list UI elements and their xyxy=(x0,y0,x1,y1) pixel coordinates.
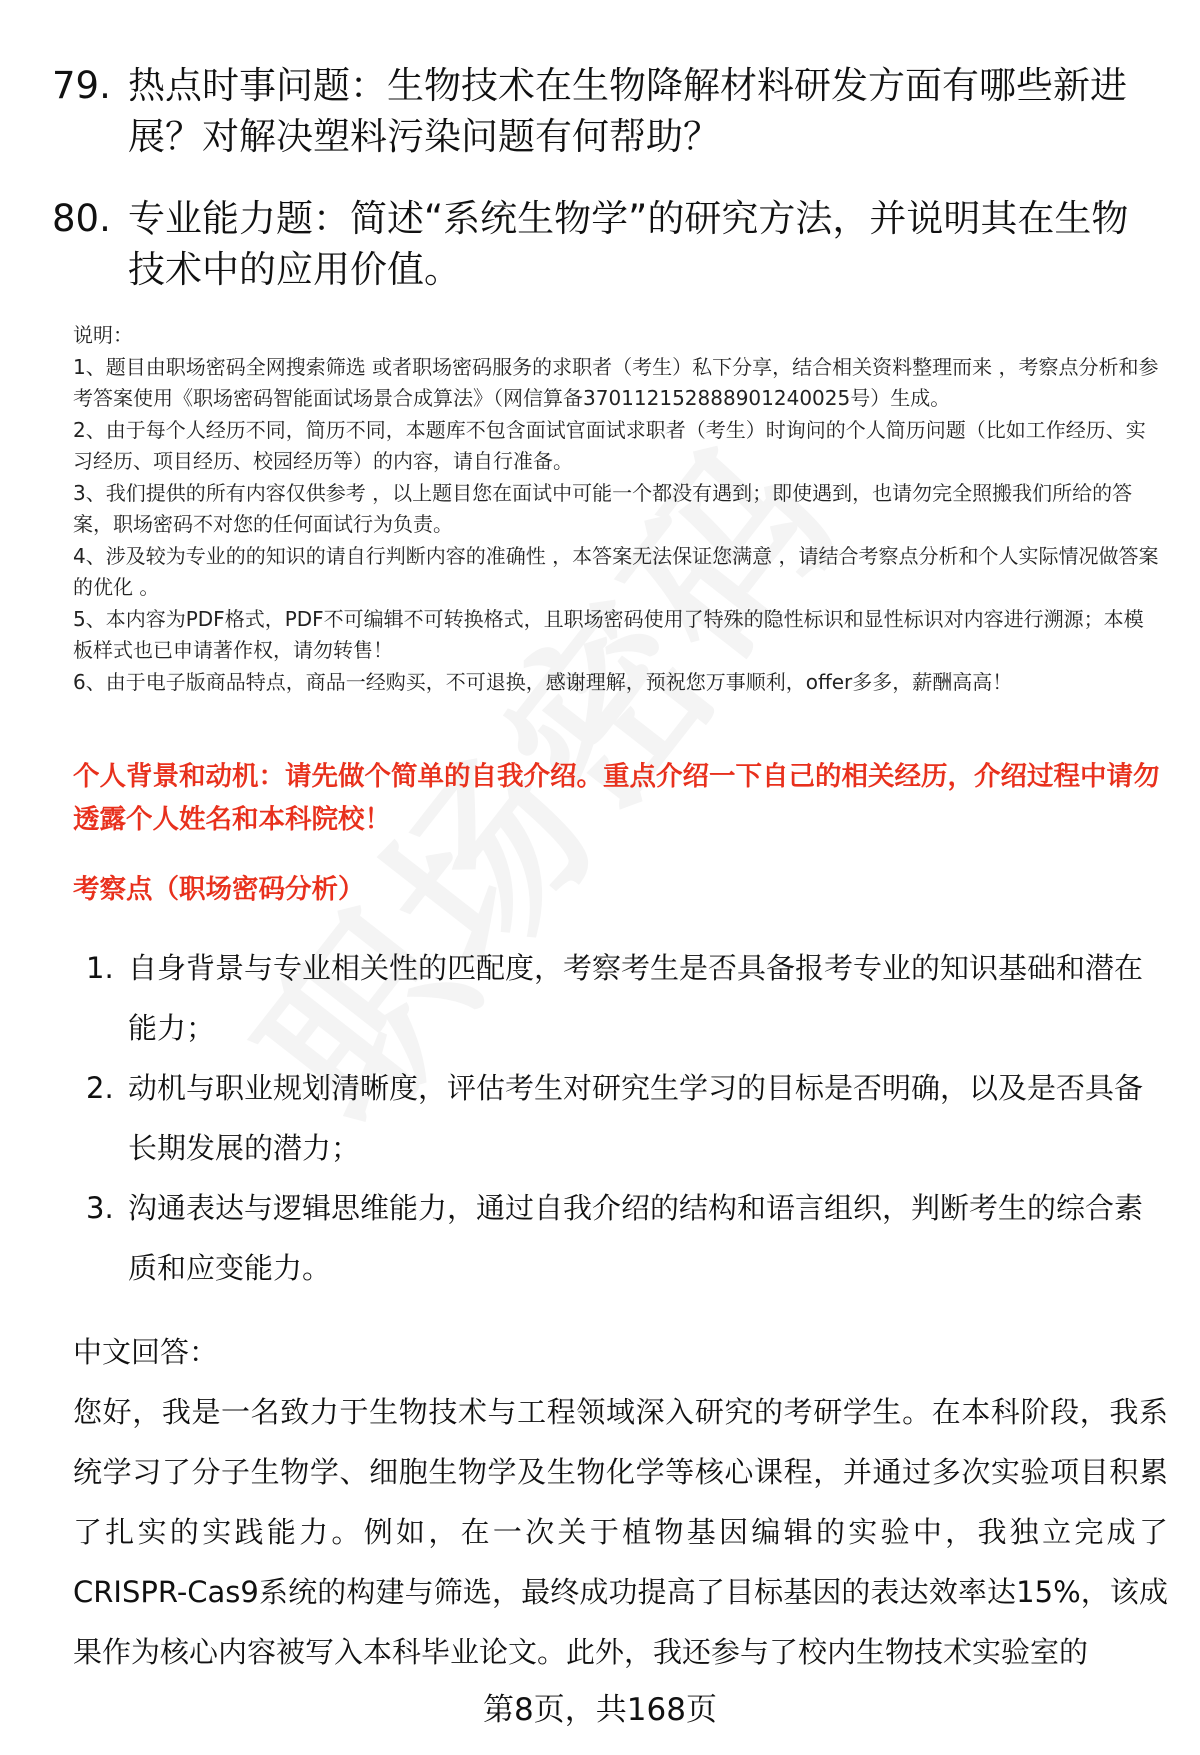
notes-title: 说明： xyxy=(73,323,133,347)
note-item: 1、题目由职场密码全网搜索筛选 或者职场密码服务的求职者（考生）私下分享，结合相关资料整理而来 ，考察点分析和参考答案使用《职场密码智能面试场景合成算法》（网信算备370112152888901240025号）生成。 xyxy=(73,354,1159,410)
list-item-number: 3. xyxy=(86,1191,114,1225)
list-item xyxy=(80,1058,1170,1178)
list-item-number: 1. xyxy=(86,951,114,985)
question-number: 79. xyxy=(52,64,111,107)
question-80 xyxy=(52,193,1162,295)
list-item-text: 动机与职业规划清晰度，评估考生对研究生学习的目标是否明确，以及是否具备长期发展的潜力； xyxy=(128,1071,1144,1165)
personal-question-heading: 个人背景和动机：请先做个简单的自我介绍。重点介绍一下自己的相关经历，介绍过程中请勿透露个人姓名和本科院校！ xyxy=(73,761,1160,835)
question-number: 80. xyxy=(52,197,111,240)
question-79 xyxy=(52,60,1162,162)
note-item: 5、本内容为PDF格式，PDF不可编辑不可转换格式，且职场密码使用了特殊的隐性标识和显性标识对内容进行溯源；本模板样式也已申请著作权，请勿转售！ xyxy=(73,606,1144,662)
note-item: 6、由于电子版商品特点，商品一经购买，不可退换，感谢理解，预祝您万事顺利，offer多多，薪酬高高！ xyxy=(73,669,1013,694)
list-item xyxy=(80,938,1170,1058)
question-text: 热点时事问题：生物技术在生物降解材料研发方面有哪些新进展？对解决塑料污染问题有何帮助？ xyxy=(128,64,1127,158)
note-item: 3、我们提供的所有内容仅供参考 ，以上题目您在面试中可能一个都没有遇到；即使遇到，也请勿完全照搬我们所给的答案，职场密码不对您的任何面试行为负责。 xyxy=(73,480,1133,536)
page-footer: 第8页，共168页 xyxy=(483,1692,717,1728)
list-item-text: 沟通表达与逻辑思维能力，通过自我介绍的结构和语言组织，判断考生的综合素质和应变能力。 xyxy=(128,1191,1144,1285)
question-text: 专业能力题：简述“系统生物学”的研究方法，并说明其在生物技术中的应用价值。 xyxy=(128,197,1129,291)
note-item: 2、由于每个人经历不同，简历不同，本题库不包含面试官面试求职者（考生）时询问的个人简历问题（比如工作经历、实习经历、项目经历、校园经历等）的内容，请自行准备。 xyxy=(73,417,1146,473)
answer-label: 中文回答： xyxy=(73,1335,219,1369)
list-item-number: 2. xyxy=(86,1071,114,1105)
analysis-heading: 考察点（职场密码分析） xyxy=(73,874,365,905)
analysis-points-list xyxy=(80,938,1170,1298)
answer-body: 您好，我是一名致力于生物技术与工程领域深入研究的考研学生。在本科阶段，我系统学习了分子生物学、细胞生物学及生物化学等核心课程，并通过多次实验项目积累了扎实的实践能力。例如，在一次关于植物基因编辑的实验中，我独立完成了CRISPR-Cas9系统的构建与筛选，最终成功提高了目标基因的表达效率达15%，该成果作为核心内容被写入本科毕业论文。此外，我还参与了校内生物技术实验室的 xyxy=(73,1395,1168,1669)
note-item: 4、涉及较为专业的的知识的请自行判断内容的准确性 ，本答案无法保证您满意 ，请结合考察点分析和个人实际情况做答案的优化 。 xyxy=(73,543,1159,599)
list-item-text: 自身背景与专业相关性的匹配度，考察考生是否具备报考专业的知识基础和潜在能力； xyxy=(128,951,1144,1045)
notes-section xyxy=(73,320,1163,698)
list-item xyxy=(80,1178,1170,1298)
